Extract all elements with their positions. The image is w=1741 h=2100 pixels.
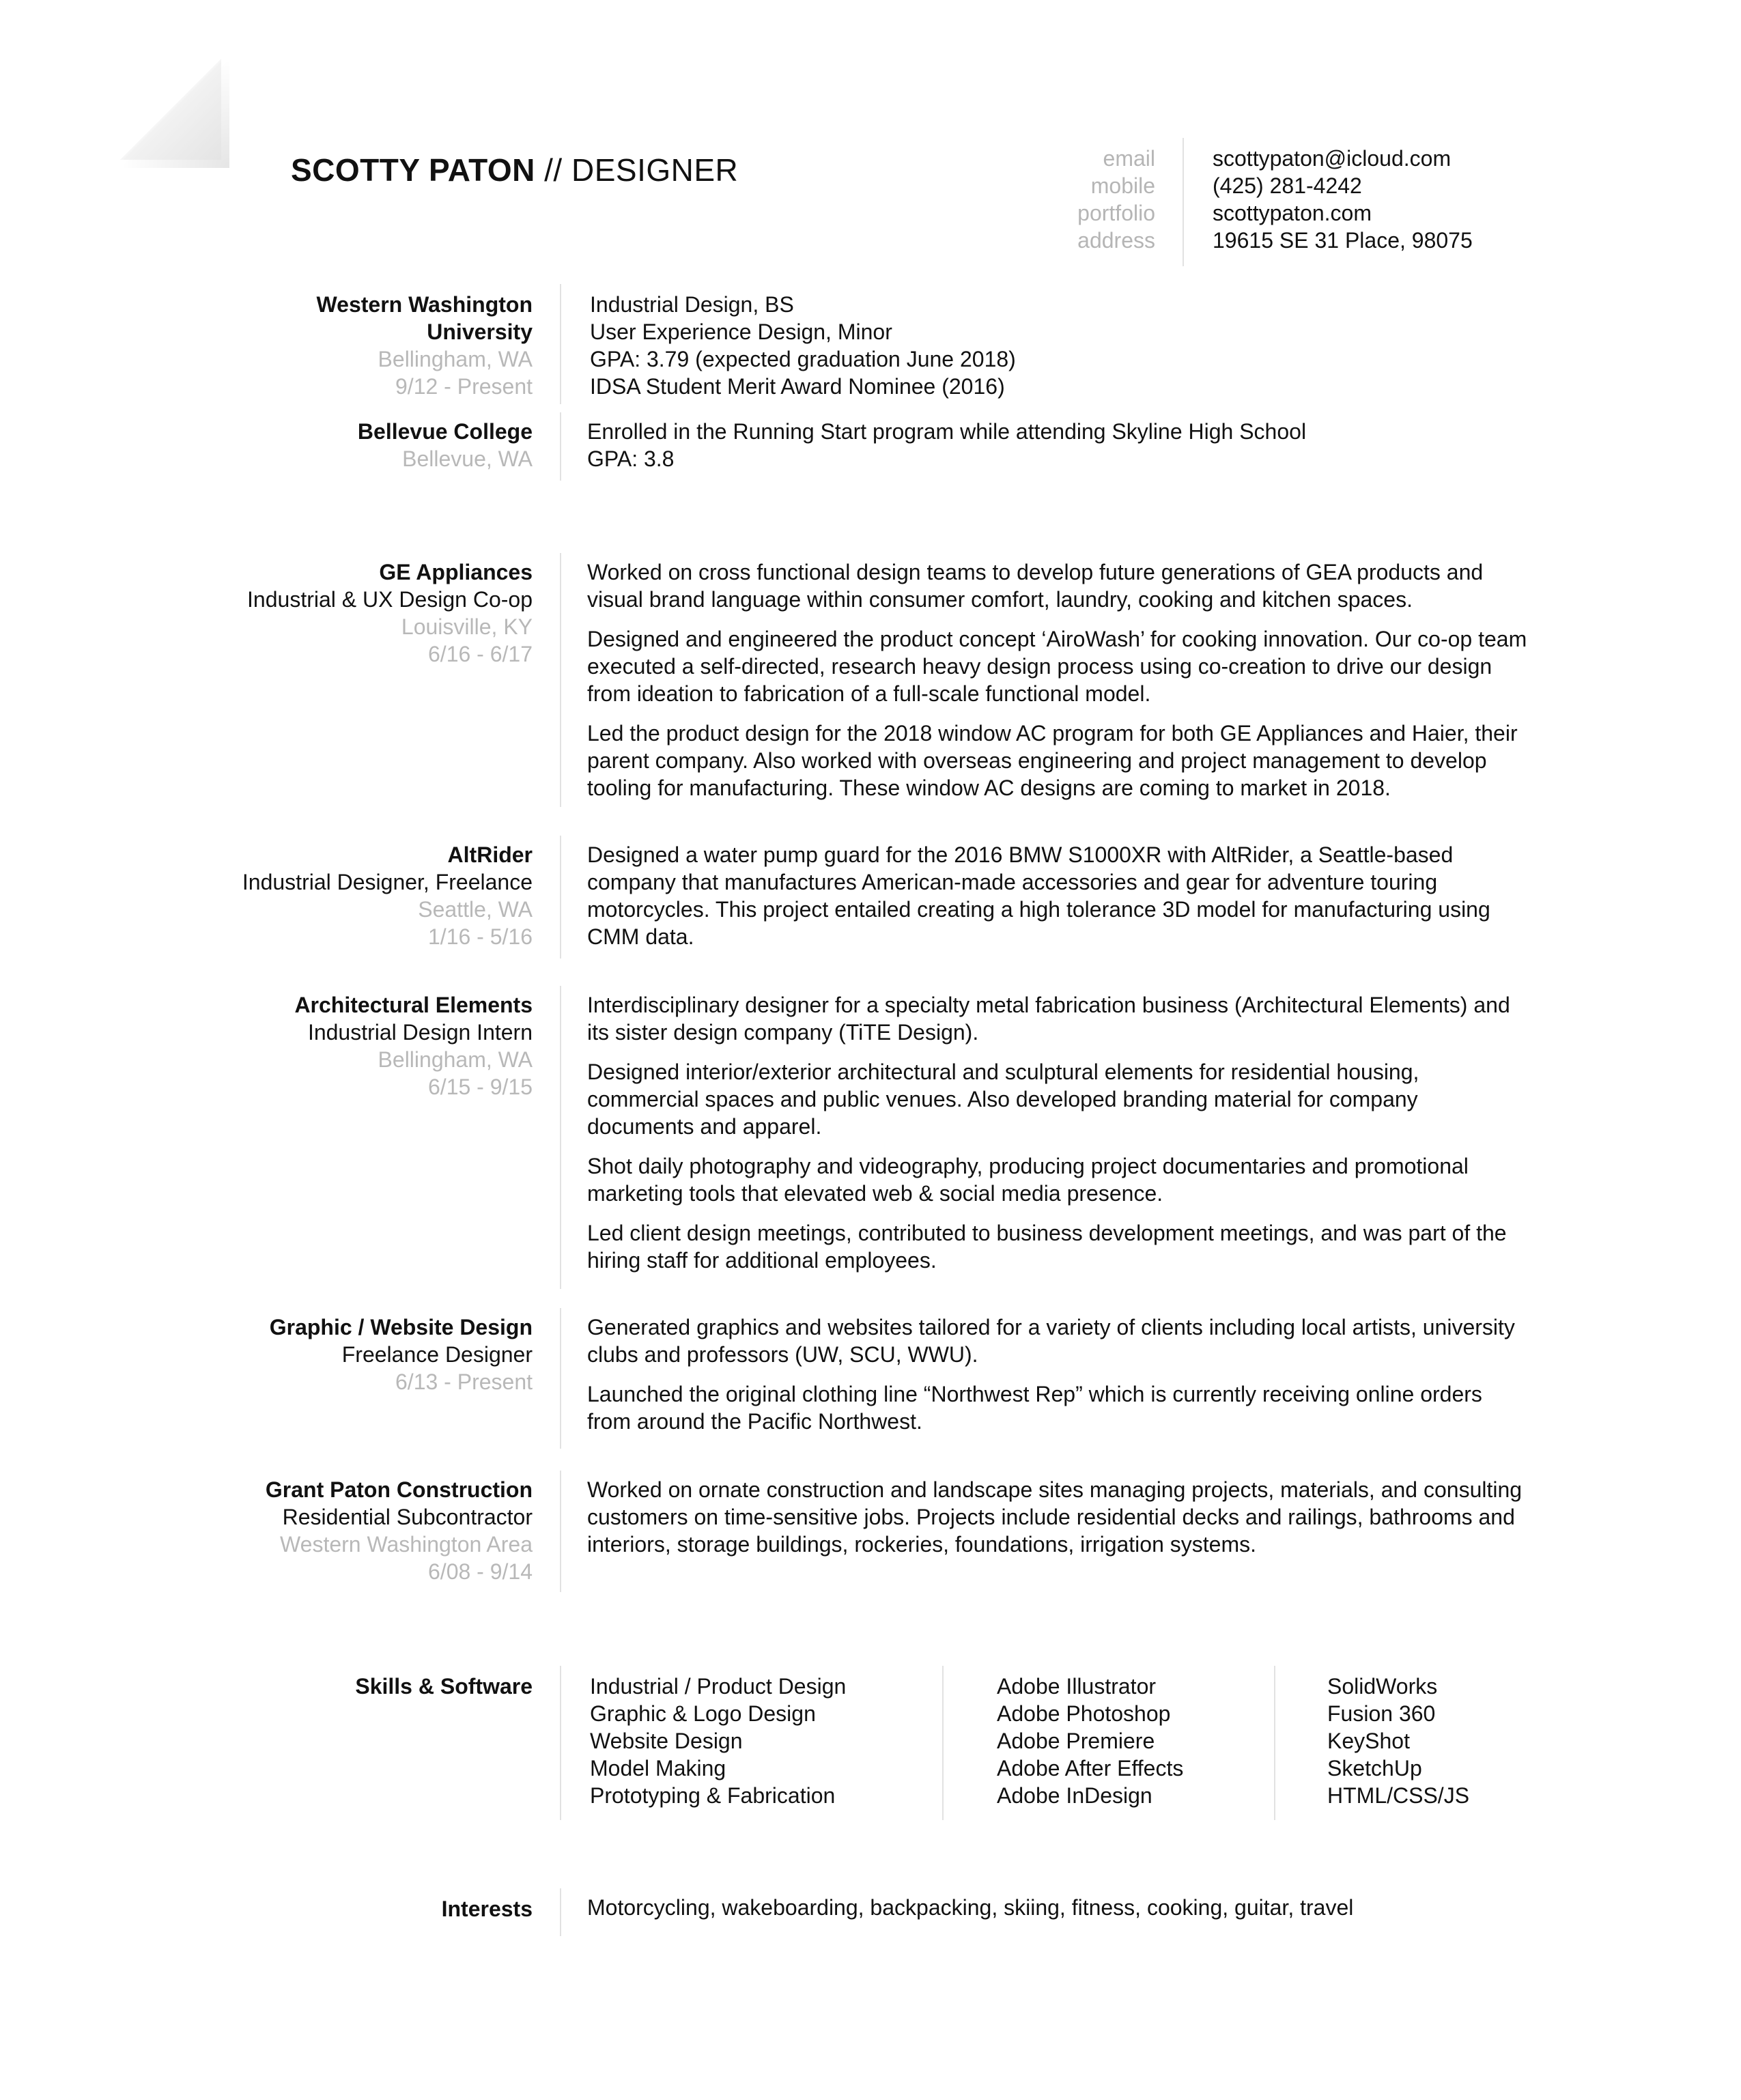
paragraph-line: Generated graphics and websites tailored for a variety of clients including local artists, university	[587, 1315, 1515, 1339]
paragraph-line: documents and apparel.	[587, 1114, 822, 1139]
section-divider	[560, 1471, 561, 1592]
education-bellevue-meta	[205, 418, 533, 472]
paragraph-line: hiring staff for additional employees.	[587, 1248, 937, 1273]
skill-item: Adobe After Effects	[997, 1756, 1184, 1780]
paragraph-line: tooling for manufacturing. These window AC designs are coming to market in 2018.	[587, 776, 1391, 800]
interests-label: Interests	[441, 1897, 533, 1921]
education-detail: Enrolled in the Running Start program while attending Skyline High School	[587, 419, 1307, 444]
skill-item: Industrial / Product Design	[590, 1674, 847, 1699]
paragraph-line: Shot daily photography and videography, producing project documentaries and promotional	[587, 1154, 1469, 1178]
page-curl-corner	[120, 59, 221, 160]
section-divider	[560, 986, 561, 1289]
interests-details	[587, 1894, 1543, 1921]
experience-org: AltRider	[447, 842, 533, 867]
experience-org: Graphic / Website Design	[269, 1315, 533, 1339]
education-wwu-details	[590, 291, 1546, 400]
skill-item: Model Making	[590, 1756, 726, 1780]
interests-meta	[205, 1895, 533, 1922]
paragraph-line: clubs and professors (UW, SCU, WWU).	[587, 1342, 978, 1367]
experience-paragraph	[587, 841, 1543, 950]
education-detail: Industrial Design, BS	[590, 292, 794, 317]
experience-role: Industrial Design Intern	[307, 1020, 533, 1045]
experience-construction-meta	[205, 1476, 533, 1585]
paragraph-line: from around the Pacific Northwest.	[587, 1409, 922, 1434]
education-location: Bellevue, WA	[402, 446, 533, 471]
experience-archelements-details	[587, 991, 1543, 1286]
paragraph-line: commercial spaces and public venues. Also developed branding material for company	[587, 1087, 1418, 1111]
experience-ge-details	[587, 558, 1543, 814]
experience-role: Industrial Designer, Freelance	[242, 870, 533, 894]
title-separator: //	[535, 152, 571, 188]
skill-item: SketchUp	[1327, 1756, 1422, 1780]
experience-org: Architectural Elements	[294, 993, 533, 1017]
experience-paragraph	[587, 625, 1543, 707]
contact-label-address: address	[1077, 228, 1155, 253]
skills-column-divider	[942, 1666, 944, 1820]
education-bellevue-details	[587, 418, 1543, 472]
skill-item: Adobe InDesign	[997, 1783, 1152, 1808]
skills-meta	[205, 1673, 533, 1700]
contact-portfolio[interactable]: scottypaton.com	[1213, 201, 1372, 225]
paragraph-line: Designed and engineered the product concept ‘AiroWash’ for cooking innovation. Our co-op team	[587, 627, 1527, 651]
education-org: Western Washington	[316, 292, 533, 317]
education-detail: GPA: 3.8	[587, 446, 675, 471]
paragraph-line: Designed a water pump guard for the 2016 BMW S1000XR with AltRider, a Seattle-based	[587, 842, 1454, 867]
experience-altrider-meta	[205, 841, 533, 950]
experience-graphic-meta	[205, 1314, 533, 1395]
paragraph-line: parent company. Also worked with overseas engineering and project management to develop	[587, 748, 1487, 773]
experience-paragraph	[587, 1058, 1543, 1140]
contact-values	[1213, 145, 1595, 254]
paragraph-line: Worked on ornate construction and landscape sites managing projects, materials, and consulting	[587, 1477, 1523, 1502]
paragraph-line: Designed interior/exterior architectural and sculptural elements for residential housing,	[587, 1060, 1419, 1084]
paragraph-line: interiors, storage buildings, rockeries, foundations, irrigation systems.	[587, 1532, 1256, 1557]
experience-location: Louisville, KY	[401, 614, 533, 639]
skill-item: Adobe Premiere	[997, 1729, 1155, 1753]
resume-title: DESIGNER	[571, 152, 739, 188]
paragraph-line: from ideation to fabrication of a full-scale functional model.	[587, 681, 1151, 706]
education-org: Bellevue College	[357, 419, 533, 444]
experience-location: Seattle, WA	[418, 897, 533, 922]
paragraph-line: customers on time-sensitive jobs. Projects include residential decks and railings, bathrooms and	[587, 1505, 1515, 1529]
education-detail: IDSA Student Merit Award Nominee (2016)	[590, 374, 1005, 399]
contact-label-mobile: mobile	[1090, 173, 1155, 198]
experience-paragraph	[587, 1314, 1543, 1368]
experience-role: Industrial & UX Design Co-op	[247, 587, 533, 612]
experience-org: Grant Paton Construction	[265, 1477, 533, 1502]
interests-text: Motorcycling, wakeboarding, backpacking, skiing, fitness, cooking, guitar, travel	[587, 1895, 1354, 1920]
paragraph-line: executed a self-directed, research heavy design process using co-creation to drive our design	[587, 654, 1492, 679]
education-wwu-meta	[205, 291, 533, 400]
paragraph-line: Worked on cross functional design teams to develop future generations of GEA products and	[587, 560, 1484, 584]
education-org: University	[427, 320, 533, 344]
education-location: Bellingham, WA	[378, 347, 533, 371]
paragraph-line: Led client design meetings, contributed to business development meetings, and was part of the	[587, 1221, 1507, 1245]
education-detail: GPA: 3.79 (expected graduation June 2018)	[590, 347, 1016, 371]
education-dates: 9/12 - Present	[395, 374, 533, 399]
contact-label-email: email	[1103, 146, 1155, 171]
experience-paragraph	[587, 991, 1543, 1046]
resume-name: SCOTTY PATON	[291, 152, 535, 188]
experience-paragraph	[587, 558, 1543, 613]
experience-dates: 6/15 - 9/15	[428, 1075, 533, 1099]
skill-item: SolidWorks	[1327, 1674, 1438, 1699]
contact-labels	[956, 145, 1155, 254]
section-divider	[560, 553, 561, 807]
contact-address: 19615 SE 31 Place, 98075	[1213, 228, 1473, 253]
experience-dates: 6/16 - 6/17	[428, 642, 533, 666]
paragraph-line: Interdisciplinary designer for a specialty metal fabrication business (Architectural Elements) and	[587, 993, 1510, 1017]
section-divider	[560, 1888, 561, 1936]
contact-mobile[interactable]: (425) 281-4242	[1213, 173, 1362, 198]
section-divider	[560, 1666, 561, 1820]
section-divider	[560, 836, 561, 959]
experience-location: Bellingham, WA	[378, 1047, 533, 1072]
skill-item: Prototyping & Fabrication	[590, 1783, 836, 1808]
education-detail: User Experience Design, Minor	[590, 320, 892, 344]
section-divider	[560, 412, 561, 481]
skills-column-divider	[1274, 1666, 1275, 1820]
experience-graphic-details	[587, 1314, 1543, 1447]
skills-column-adobe	[997, 1673, 1183, 1809]
contact-label-portfolio: portfolio	[1077, 201, 1155, 225]
paragraph-line: its sister design company (TiTE Design).	[587, 1020, 979, 1045]
contact-email[interactable]: scottypaton@icloud.com	[1213, 146, 1452, 171]
section-divider	[560, 284, 561, 404]
skill-item: KeyShot	[1327, 1729, 1410, 1753]
skill-item: Website Design	[590, 1729, 743, 1753]
experience-ge-meta	[205, 558, 533, 668]
experience-dates: 1/16 - 5/16	[428, 924, 533, 949]
paragraph-line: CMM data.	[587, 924, 694, 949]
experience-dates: 6/13 - Present	[395, 1370, 533, 1394]
paragraph-line: company that manufactures American-made accessories and gear for adventure touring	[587, 870, 1438, 894]
skill-item: HTML/CSS/JS	[1327, 1783, 1470, 1808]
experience-paragraph	[587, 1219, 1543, 1274]
paragraph-line: visual brand language within consumer comfort, laundry, cooking and kitchen spaces.	[587, 587, 1413, 612]
paragraph-line: Led the product design for the 2018 window AC program for both GE Appliances and Haier, their	[587, 721, 1518, 746]
experience-paragraph	[587, 1152, 1543, 1207]
experience-construction-details	[587, 1476, 1543, 1570]
skill-item: Fusion 360	[1327, 1701, 1436, 1726]
skills-column-cad	[1327, 1673, 1469, 1809]
experience-org: GE Appliances	[379, 560, 533, 584]
contact-divider	[1183, 138, 1184, 266]
paragraph-line: motorcycles. This project entailed creating a high tolerance 3D model for manufacturing using	[587, 897, 1490, 922]
experience-paragraph	[587, 1380, 1543, 1435]
section-divider	[560, 1308, 561, 1449]
skill-item: Graphic & Logo Design	[590, 1701, 816, 1726]
paragraph-line: Launched the original clothing line “Northwest Rep” which is currently receiving online orders	[587, 1382, 1482, 1406]
experience-dates: 6/08 - 9/14	[428, 1559, 533, 1584]
experience-paragraph	[587, 720, 1543, 801]
name-title	[291, 152, 738, 188]
experience-archelements-meta	[205, 991, 533, 1101]
skill-item: Adobe Illustrator	[997, 1674, 1157, 1699]
skills-column-design	[590, 1673, 846, 1809]
experience-location: Western Washington Area	[280, 1532, 533, 1557]
experience-role: Freelance Designer	[341, 1342, 533, 1367]
experience-altrider-details	[587, 841, 1543, 963]
skill-item: Adobe Photoshop	[997, 1701, 1171, 1726]
skills-label: Skills & Software	[355, 1674, 533, 1699]
experience-paragraph	[587, 1476, 1543, 1558]
paragraph-line: marketing tools that elevated web & social media presence.	[587, 1181, 1163, 1206]
experience-role: Residential Subcontractor	[282, 1505, 533, 1529]
